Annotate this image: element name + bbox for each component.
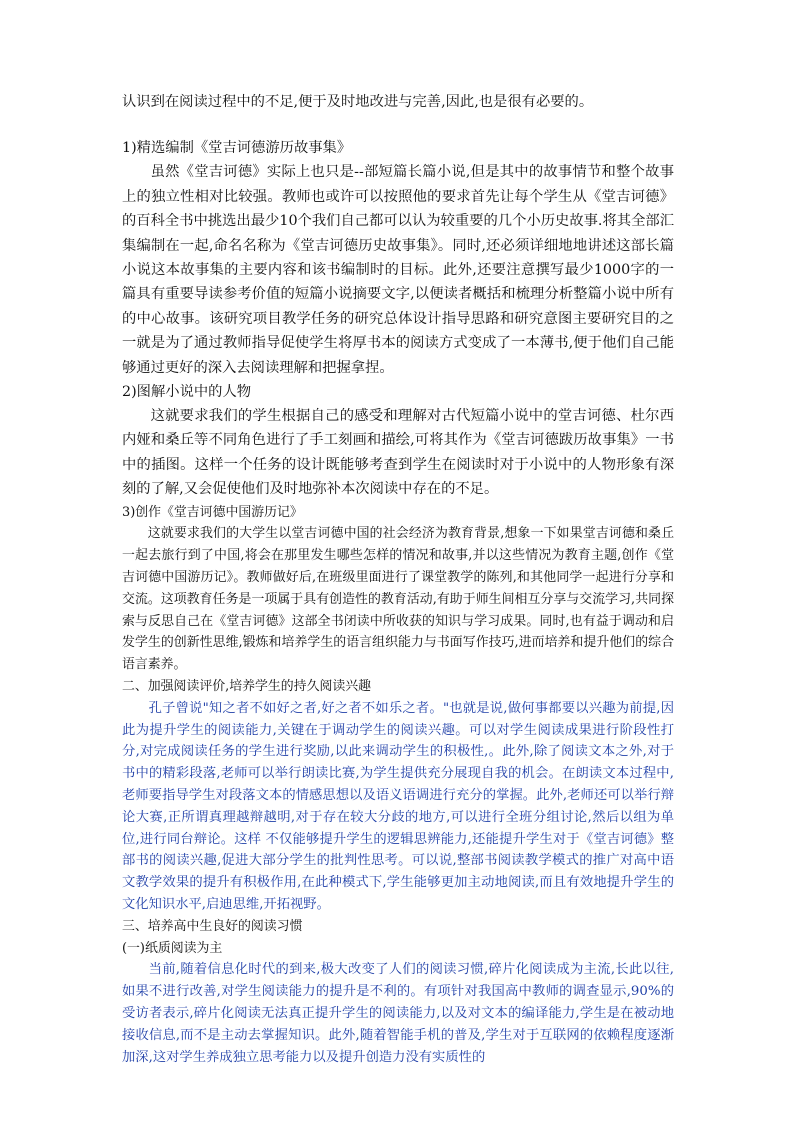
paragraph-6: 当前,随着信息化时代的到来,极大改变了人们的阅读习惯,碎片化阅读成为主流,长此以往,如果不进行改善,对学生阅读能力的提升是不利的。有项针对我国高中教师的调查显示,90%的受访者表示,碎片化阅读无法真正提升学生的阅读能力,以及对文本的编译能力,学生是在被动地接收信息,而不是主动去掌握知识。此外,随着智能手机的普及,学生对于互联网的依赖程度逐渐加深,这对学生养成独立思考能力以及提升创造力没有实质性的 [122, 962, 674, 1065]
heading-section-2: 二、加强阅读评价,培养学生的持久阅读兴趣 [122, 679, 372, 695]
document-body [122, 90, 674, 1068]
paragraph-4: 孔子曾说"知之者不如好之者,好之者不如乐之者。"也就是说,做何事都要以兴趣为前提,因此为提升学生的阅读能力,关键在于调动学生的阅读兴趣。可以对学生阅读成果进行阶段性打分,对完成阅读任务的学生进行奖励,以此来调动学生的积极性,。此外,除了阅读文本之外,对于书中的精彩段落,老师可以举行朗读比赛,为学生提供充分展现自我的机会。在朗读文本过程中,老师要指导学生对段落文本的情感思想以及语义语调进行充分的掌握。此外,老师还可以举行辩论大赛,正所谓真理越辩越明,对于存在较大分歧的地方,可以进行全班分组讨论,然后以组为单位,进行同台辩论。这样 不仅能够提升学生的逻辑思辨能力,还能提升学生对于《堂吉诃德》整部书的阅读兴趣,促进大部分学生的批判性思考。可以说,整部书阅读教学模式的推广对高中语文教学效果的提升有积极作用,在此种模式下,学生能够更加主动地阅读,而且有效地提升学生的文化知识水平,启迪思维,开拓视野。 [122, 700, 674, 913]
heading-subsection-1: (一)纸质阅读为主 [122, 940, 223, 956]
paragraph-intro: 认识到在阅读过程中的不足,便于及时地改进与完善,因此,也是很有必要的。 [122, 94, 594, 110]
paragraph-1: 虽然《堂吉诃德》实际上也只是--部短篇长篇小说,但是其中的故事情节和整个故事上的独立性相对比较强。教师也或许可以按照他的要求首先让每个学生从《堂吉诃德》的百科全书中挑选出最少10个我们自己都可以认为较重要的几个小历史故事.将其全部汇集编制在一起,命名名称为《堂吉诃德历史故事集》。同时,还必须详细地地讲述这部长篇小说这本故事集的主要内容和该书编制时的目标。此外,还要注意撰写最少1000字的一篇具有重要导读参考价值的短篇小说摘要文字,以便读者概括和梳理分析整篇小说中所有的中心故事。该研究项目教学任务的研究总体设计指导思路和研究意图主要研究目的之一就是为了通过教师指导促使学生将厚书本的阅读方式变成了一本薄书,便于他们自己能够通过更好的深入去阅读理解和把握拿捏。 [122, 164, 674, 376]
paragraph-2: 这就要求我们的学生根据自己的感受和理解对古代短篇小说中的堂吉诃德、杜尔西内娅和桑丘等不同角色进行了手工刻画和描绘,可将其作为《堂吉诃德跋历故事集》一书中的插图。这样一个任务的设计既能够考查到学生在阅读时对于小说中的人物形象有深刻的了解,又会促使他们及时地弥补本次阅读中存在的不足。 [122, 408, 674, 498]
paragraph-3: 这就要求我们的大学生以堂吉诃德中国的社会经济为教育背景,想象一下如果堂吉诃德和桑丘一起去旅行到了中国,将会在那里发生哪些怎样的情况和故事,并以这些情况为教育主题,创作《堂吉诃德中国游历记》。教师做好后,在班级里面进行了课堂教学的陈列,和其他同学一起进行分享和交流。这项教育任务是一项属于具有创造性的教育活动,有助于师生间相互分享与交流学习,共同探索与反思自己在《堂吉诃德》这部全书闭读中所收获的知识与学习成果。同时,也有益于调动和启发学生的创新性思维,锻炼和培养学生的语言组织能力与书面写作技巧,进而培养和提升他们的综合语言素养。 [122, 526, 674, 673]
heading-1: 1)精选编制《堂吉诃德游历故事集》 [122, 140, 352, 157]
heading-3: 3)创作《堂吉诃德中国游历记》 [122, 504, 303, 520]
heading-section-3: 三、培养高中生良好的阅读习惯 [122, 918, 303, 934]
heading-2: 2)图解小说中的人物 [122, 384, 252, 401]
spacer [122, 114, 674, 136]
